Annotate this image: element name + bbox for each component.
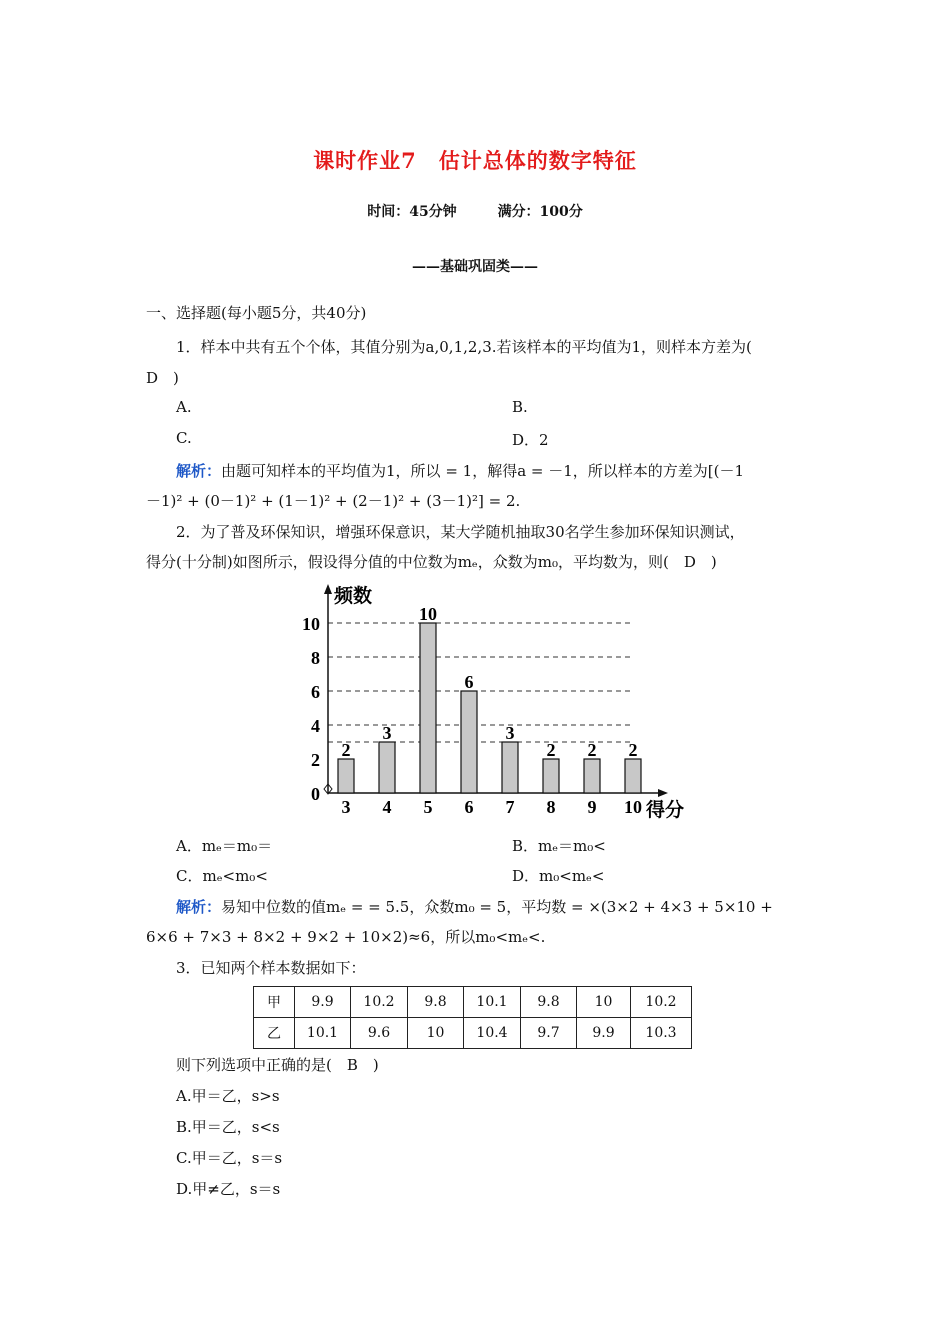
table-cell: 10.2 (631, 987, 692, 1018)
table-cell: 9.6 (351, 1018, 408, 1049)
q2-option-a: A．mₑ＝m₀＝ (176, 837, 273, 855)
y-axis-arrow (324, 584, 332, 594)
bar-value-label: 2 (587, 740, 597, 760)
q2-option-c: C．mₑ<m₀< (176, 867, 268, 885)
q1-option-c: C. (176, 429, 192, 447)
table-cell: 9.9 (295, 987, 351, 1018)
q2-solution-line1 (176, 896, 773, 917)
q2-solution-label: 解析： (176, 898, 222, 916)
x-tick-label: 9 (587, 797, 597, 817)
q2-stem-line2: 得分(十分制)如图所示，假设得分值的中位数为mₑ，众数为m₀，平均数为，则( D ) (146, 553, 717, 571)
q3-stem: 3．已知两个样本数据如下： (176, 959, 366, 977)
table-cell: 10.4 (464, 1018, 521, 1049)
table-cell: 9.8 (521, 987, 577, 1018)
bar (625, 759, 641, 793)
bar (379, 742, 395, 793)
x-axis-arrow (658, 789, 668, 797)
table-cell: 乙 (254, 1018, 295, 1049)
bar-value-label: 2 (341, 740, 351, 760)
x-tick-label: 7 (505, 797, 515, 817)
x-tick-label: 3 (341, 797, 351, 817)
table-cell: 10 (577, 987, 631, 1018)
time-score-info (0, 201, 950, 221)
y-tick-label: 6 (311, 682, 320, 702)
q1-solution-line2: －1)² + (0－1)² + (1－1)² + (2－1)² + (3－1)²] = 2. (146, 492, 521, 510)
q2-solution-line2: 6×6 + 7×3 + 8×2 + 9×2 + 10×2)≈6，所以m₀<mₑ<. (146, 928, 546, 946)
full-score: 满分：100分 (497, 204, 583, 220)
q1-stem-line2: D ) (146, 369, 179, 387)
table-cell: 9.8 (408, 987, 464, 1018)
bar (338, 759, 354, 793)
y-axis-label: 频数 (334, 586, 373, 607)
q2-option-d: D．m₀<mₑ< (512, 867, 605, 885)
q3-question: 则下列选项中正确的是( B ) (176, 1056, 379, 1074)
table-row-jia (254, 987, 692, 1018)
x-tick-label: 5 (423, 797, 433, 817)
y-tick-label: 0 (311, 784, 320, 804)
bar (502, 742, 518, 793)
q2-option-b: B．mₑ＝m₀< (512, 837, 606, 855)
q1-option-a: A. (176, 398, 192, 416)
q1-solution-line1 (176, 460, 744, 481)
q3-option-b: B.甲＝乙，s<s (176, 1118, 280, 1136)
table-cell: 甲 (254, 987, 295, 1018)
bar (584, 759, 600, 793)
table-cell: 10.3 (631, 1018, 692, 1049)
x-tick-label: 8 (546, 797, 556, 817)
bar-value-label: 2 (628, 740, 638, 760)
table-cell: 9.9 (577, 1018, 631, 1049)
bar-value-label: 6 (464, 672, 474, 692)
table-cell: 10 (408, 1018, 464, 1049)
section-heading: ——基础巩固类—— (412, 259, 538, 275)
table-row-yi (254, 1018, 692, 1049)
y-tick-label: 2 (311, 750, 320, 770)
q3-option-d: D.甲≠乙，s＝s (176, 1180, 281, 1198)
table-cell: 9.7 (521, 1018, 577, 1049)
q1-stem-line1: 1．样本中共有五个个体，其值分别为a,0,1,2,3.若该样本的平均值为1，则样本方差为( (176, 338, 752, 356)
bar (461, 691, 477, 793)
y-tick-label: 4 (311, 716, 320, 736)
bar-value-label: 2 (546, 740, 556, 760)
q1-option-b: B. (512, 398, 528, 416)
q2-solution-text: 易知中位数的值mₑ = = 5.5，众数m₀ = 5，平均数 = ×(3×2 + 4×3 + 5×10 + (221, 898, 773, 916)
bar-value-label: 3 (382, 723, 392, 743)
page-title: 课时作业7 估计总体的数字特征 (313, 148, 637, 173)
q3-option-c: C.甲＝乙，s＝s (176, 1149, 283, 1167)
time-limit: 时间：45分钟 (367, 204, 457, 220)
y-tick-label: 10 (302, 614, 320, 634)
q3-option-a: A.甲＝乙，s>s (176, 1087, 280, 1105)
table-cell: 10.1 (295, 1018, 351, 1049)
table-cell: 10.1 (464, 987, 521, 1018)
q1-solution-label: 解析： (176, 462, 222, 480)
x-tick-label: 4 (382, 797, 392, 817)
sample-data-table (253, 986, 692, 1049)
x-axis-label: 得分 (646, 800, 685, 821)
frequency-bar-chart (285, 578, 705, 828)
table-cell: 10.2 (351, 987, 408, 1018)
bar-value-label: 10 (419, 604, 437, 624)
bar (420, 623, 436, 793)
part1-heading: 一、选择题(每小题5分，共40分) (146, 304, 367, 322)
q1-solution-text: 由题可知样本的平均值为1，所以 = 1，解得a = －1，所以样本的方差为[(－1 (221, 462, 745, 480)
bar-value-label: 3 (505, 723, 515, 743)
bar (543, 759, 559, 793)
y-tick-label: 8 (311, 648, 320, 668)
q1-option-d: D．2 (512, 431, 549, 449)
x-tick-label: 10 (624, 797, 642, 817)
x-tick-label: 6 (464, 797, 474, 817)
q2-stem-line1: 2．为了普及环保知识，增强环保意识，某大学随机抽取30名学生参加环保知识测试， (176, 523, 745, 541)
